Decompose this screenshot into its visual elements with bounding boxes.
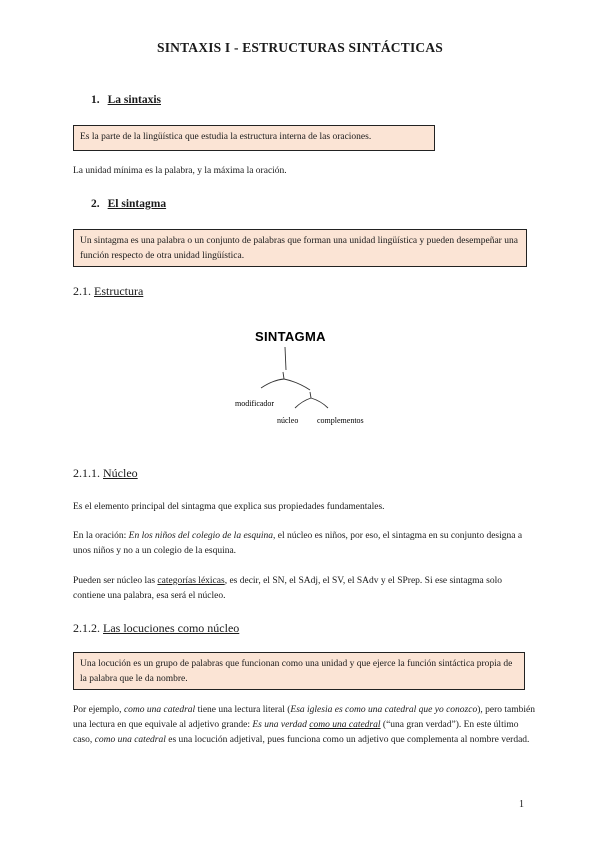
example-italic-underlined: como una catedral — [309, 720, 381, 730]
text-run: En la oración: — [73, 531, 129, 541]
underlined-term: categorías léxicas — [157, 576, 225, 586]
definition-box-locucion: Una locución es un grupo de palabras que funcionan como una unidad y que ejerce la función sintáctica propia de la palabra que le da nombre. — [73, 652, 525, 690]
diagram-line — [285, 347, 286, 370]
example-italic: Es una verdad — [252, 720, 310, 730]
page-title: SINTAXIS I - ESTRUCTURAS SINTÁCTICAS — [156, 40, 444, 55]
text-run: Por ejemplo, — [73, 705, 124, 715]
example-italic: como una catedral — [94, 735, 166, 745]
example-italic: como una catedral — [123, 705, 196, 715]
section-1-heading — [91, 94, 161, 106]
text-run: (“una gran verdad”). En este último caso, — [73, 720, 519, 745]
section-2-1-heading — [73, 284, 143, 299]
paragraph-nucleo-example — [73, 529, 535, 559]
diagram-branch-left — [295, 398, 311, 408]
paragraph-unidad: La unidad mínima es la palabra, y la máxima la oración. — [73, 166, 287, 176]
section-title: Las locuciones como núcleo — [103, 621, 240, 635]
definition-box-sintaxis: Es la parte de la lingüística que estudia la estructura interna de las oraciones. — [73, 125, 435, 151]
section-number: 2.1. — [73, 284, 91, 298]
section-title: Estructura — [94, 284, 144, 298]
text-run: , es decir, el SN, el SAdj, el SV, el SAdv y el SPrep. Si ese sintagma solo contiene una palabra, esa será el núcleo. — [73, 576, 502, 601]
diagram-branch-right — [284, 379, 310, 390]
section-title: La sintaxis — [107, 94, 161, 106]
diagram-line — [310, 392, 311, 398]
text-run: ), pero también una lectura en que equivale al adjetivo grande: — [73, 705, 535, 730]
diagram-label-complementos: complementos — [317, 416, 364, 425]
diagram-label-modificador: modificador — [235, 399, 275, 408]
diagram-line — [283, 372, 284, 379]
example-italic: En los niños del colegio de la esquina — [128, 531, 273, 541]
text-run: , el núcleo es niños, por eso, el sintagma en su conjunto designa a unos niños y no a un colegio de la esquina. — [73, 531, 523, 556]
section-2-1-1-heading — [73, 466, 138, 481]
diagram-branch-left — [261, 379, 284, 388]
paragraph-locucion-example — [73, 703, 535, 748]
definition-box-sintagma: Un sintagma es una palabra o un conjunto de palabras que forman una unidad lingüística y pueden desempeñar una función respecto de otra unidad lingüística. — [73, 229, 527, 267]
sintagma-diagram — [225, 322, 395, 434]
paragraph-nucleo-def: Es el elemento principal del sintagma que explica sus propiedades fundamentales. — [73, 502, 385, 512]
page-number: 1 — [519, 799, 524, 810]
section-title: Núcleo — [103, 466, 138, 480]
section-title: El sintagma — [107, 198, 167, 210]
section-number: 2.1.1. — [73, 466, 100, 480]
section-2-1-2-heading — [73, 621, 239, 636]
paragraph-nucleo-categorias — [73, 574, 535, 604]
section-number: 1. — [91, 94, 100, 106]
text-run: tiene una lectura literal ( — [195, 705, 291, 715]
section-number: 2. — [91, 198, 100, 210]
text-run: Pueden ser núcleo las — [73, 576, 158, 586]
text-run: es una locución adjetival, pues funciona como un adjetivo que complementa al nombre verdad. — [165, 735, 530, 745]
section-number: 2.1.2. — [73, 621, 100, 635]
section-2-heading — [91, 198, 166, 210]
diagram-label-nucleo: núcleo — [277, 416, 299, 425]
example-italic: Esa iglesia es como una catedral que yo conozco — [290, 705, 478, 715]
diagram-root-label: SINTAGMA — [255, 329, 326, 344]
diagram-branch-right — [311, 398, 328, 408]
